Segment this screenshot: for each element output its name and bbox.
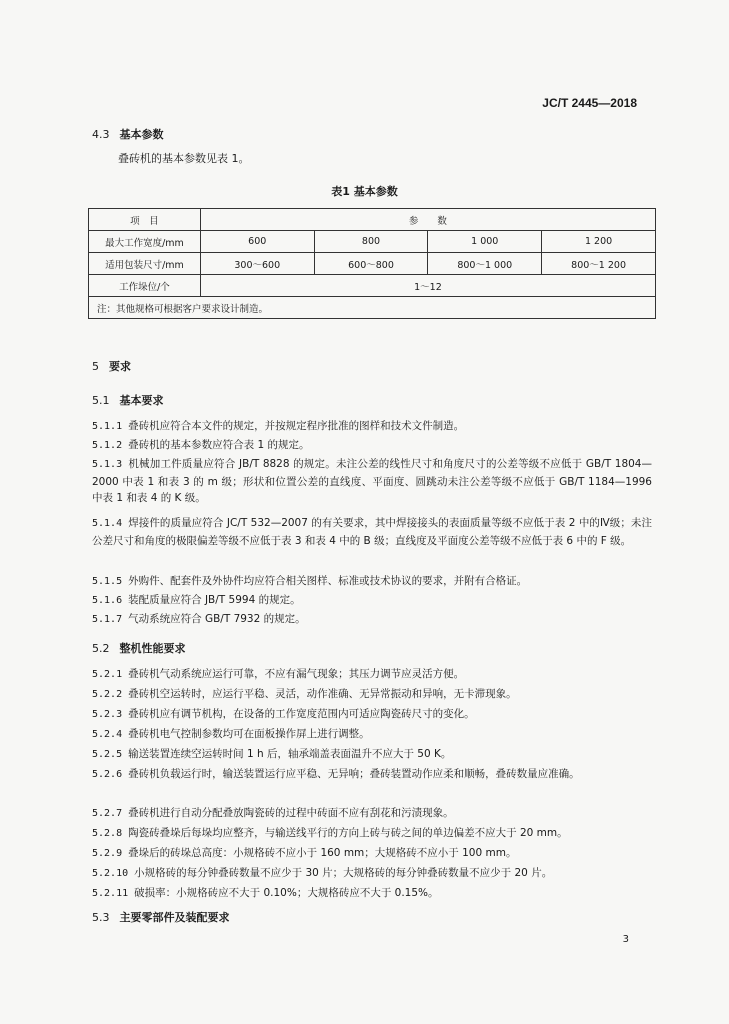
clause-5-2-7 [92,805,652,823]
table-row [89,253,656,275]
clause-text: 叠砖机空运转时，应运行平稳、灵活，动作准确、无异常振动和异响，无卡滞现象。 [128,688,517,700]
clause-text: 外购件、配套件及外协件均应符合相关图样、标准或技术协议的要求，并附有合格证。 [128,575,528,587]
section-4-3-intro: 叠砖机的基本参数见表 1。 [118,152,250,165]
clause-5-1-7 [92,611,652,629]
page-number: 3 [622,934,629,945]
row-label: 工作垛位/个 [89,275,201,297]
table-caption: 表1 基本参数 [331,185,398,198]
clause-number: 5.2.10 [92,868,129,879]
clause-text: 叠砖机负载运行时，输送装置运行应平稳、无异响；叠砖装置动作应柔和顺畅，叠砖数量应准确。 [128,768,580,780]
clause-number: 5.2.4 [92,729,123,740]
section-4-3-heading [92,126,164,142]
clause-text: 叠砖机应符合本文件的规定，并按规定程序批准的图样和技术文件制造。 [128,420,465,432]
clause-number: 5.1.3 [92,459,123,470]
clause-number: 5.1.1 [92,421,123,432]
clause-text: 叠砖机电气控制参数均可在面板操作屏上进行调整。 [128,728,370,740]
clause-number: 5.2.6 [92,769,123,780]
row-label: 最大工作宽度/mm [89,231,201,253]
row-label: 适用包装尺寸/mm [89,253,201,275]
clause-text: 叠垛后的砖垛总高度：小规格砖不应小于 160 mm；大规格砖不应小于 100 mm。 [128,847,517,859]
clause-5-2-1 [92,666,652,684]
clause-text: 焊接件的质量应符合 JC/T 532—2007 的有关要求，其中焊接接头的表面质量等级不应低于表 2 中的Ⅳ级；未注公差尺寸和角度的极限偏差等级不应低于表 3 和表 4 中的 B 级；直线度及平面度公差等级不应低于表 6 中的 F 级。 [92,517,652,547]
clause-text: 装配质量应符合 JB/T 5994 的规定。 [128,594,301,606]
clause-text: 叠砖机进行自动分配叠放陶瓷砖的过程中砖面不应有刮花和污渍现象。 [128,807,454,819]
table-cell: 800 [314,231,428,253]
table-cell: 600～800 [314,253,428,275]
clause-5-2-11 [92,885,652,903]
clause-5-1-3 [92,456,652,507]
section-5-heading [92,358,131,374]
header-item: 项 目 [89,209,201,231]
section-number: 5.2 [92,642,110,655]
section-title: 基本参数 [119,128,164,141]
clause-5-2-4 [92,726,652,744]
table-cell: 300～600 [200,253,314,275]
table-row [89,231,656,253]
header-params: 参 数 [200,209,655,231]
table-cell: 1 200 [542,231,656,253]
section-5-2-heading [92,640,186,656]
clause-5-2-2 [92,686,652,704]
clause-5-2-5 [92,746,652,764]
table-note-row [89,297,656,319]
clause-text: 陶瓷砖叠垛后每垛均应整齐，与输送线平行的方向上砖与砖之间的单边偏差不应大于 20 mm。 [128,827,568,839]
clause-text: 破损率：小规格砖应不大于 0.10%；大规格砖应不大于 0.15%。 [134,887,439,899]
table-row [89,275,656,297]
clause-5-2-9 [92,845,652,863]
clause-5-1-4 [92,515,652,549]
table-cell: 1～12 [200,275,655,297]
table-cell: 1 000 [428,231,542,253]
table-cell: 800～1 000 [428,253,542,275]
clause-5-1-2 [92,437,652,455]
section-number: 5 [92,360,99,373]
table-note: 注：其他规格可根据客户要求设计制造。 [89,297,656,319]
clause-number: 5.2.1 [92,669,123,680]
section-5-3-heading [92,909,230,925]
clause-text: 叠砖机的基本参数应符合表 1 的规定。 [128,439,310,451]
clause-5-2-6 [92,766,652,784]
clause-5-2-3 [92,706,652,724]
clause-text: 叠砖机应有调节机构，在设备的工作宽度范围内可适应陶瓷砖尺寸的变化。 [128,708,475,720]
clause-number: 5.2.5 [92,749,123,760]
clause-5-1-1 [92,418,652,436]
section-title: 主要零部件及装配要求 [119,911,230,924]
section-5-1-heading [92,392,164,408]
clause-number: 5.2.7 [92,808,123,819]
clause-5-1-5 [92,573,652,591]
clause-5-1-6 [92,592,652,610]
clause-text: 小规格砖的每分钟叠砖数量不应少于 30 片；大规格砖的每分钟叠砖数量不应少于 20 片。 [134,867,553,879]
section-title: 要求 [109,360,131,373]
clause-text: 机械加工件质量应符合 JB/T 8828 的规定。未注公差的线性尺寸和角度尺寸的公差等级不应低于 GB/T 1804—2000 中表 1 和表 3 的 m 级；形状和位置公差的直线度、平面度、圆跳动未注公差等级不应低于 GB/T 1184—1996 中表 1 和表 4 的 K 级。 [92,458,652,504]
clause-number: 5.2.8 [92,828,123,839]
clause-number: 5.1.4 [92,518,123,529]
table-header-row [89,209,656,231]
clause-5-2-10 [92,865,652,883]
section-title: 基本要求 [119,394,164,407]
table-cell: 600 [200,231,314,253]
basic-parameters-table [88,208,656,319]
clause-5-2-8 [92,825,652,843]
section-number: 5.3 [92,911,110,924]
table-cell: 800～1 200 [542,253,656,275]
clause-number: 5.2.3 [92,709,123,720]
clause-number: 5.1.6 [92,595,123,606]
section-number: 4.3 [92,128,110,141]
clause-number: 5.2.9 [92,848,123,859]
clause-text: 输送装置连续空运转时间 1 h 后，轴承端盖表面温升不应大于 50 K。 [128,748,452,760]
clause-number: 5.1.5 [92,576,123,587]
clause-number: 5.1.7 [92,614,123,625]
clause-number: 5.2.11 [92,888,129,899]
section-number: 5.1 [92,394,110,407]
clause-text: 气动系统应符合 GB/T 7932 的规定。 [128,613,306,625]
section-title: 整机性能要求 [119,642,186,655]
clause-number: 5.2.2 [92,689,123,700]
clause-text: 叠砖机气动系统应运行可靠，不应有漏气现象；其压力调节应灵活方便。 [128,668,465,680]
clause-number: 5.1.2 [92,440,123,451]
standard-number: JC/T 2445—2018 [542,96,637,110]
